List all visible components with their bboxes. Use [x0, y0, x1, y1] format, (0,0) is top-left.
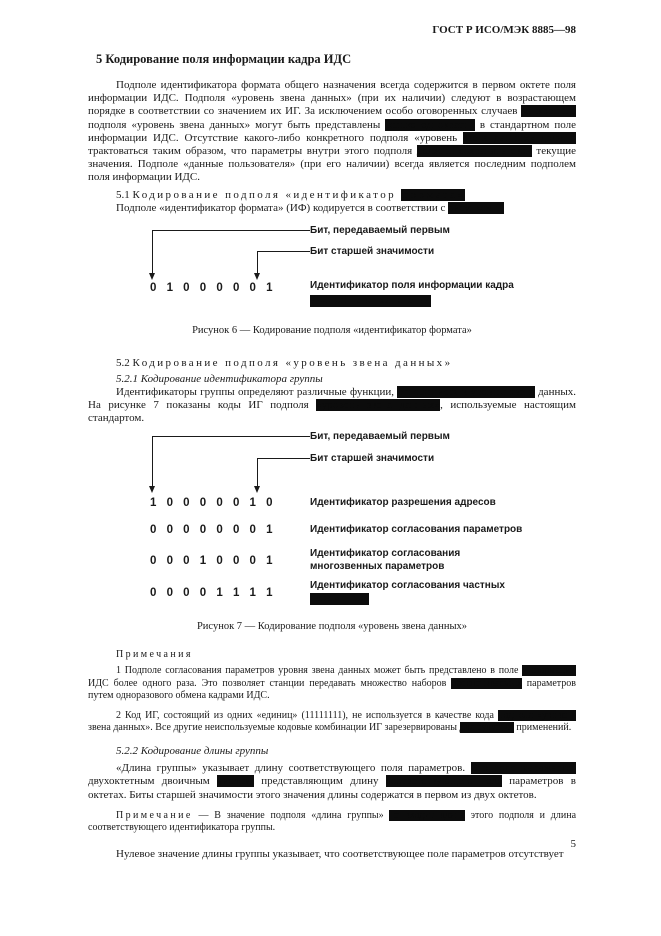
redacted-text: относящиеся к уровню звена	[397, 385, 535, 398]
redacted-text: Это поле выражается	[470, 762, 576, 775]
text-segment: параметров в октетах. Биты старшей значимости этого значения длины содержатся в первом из двух октетов.	[88, 775, 576, 801]
section-5-1-paragraph	[88, 202, 576, 215]
text-segment: в стандартном поле информации ИДС. Отсутствие какого-либо конкретного подполя «уровень	[88, 118, 576, 144]
arrow-line	[257, 458, 258, 486]
text-segment: данных. На рисунке 7 показаны коды ИГ подполя	[88, 385, 576, 412]
section-5-2-1-heading: 5.2.1 Кодирование идентификатора группы	[116, 372, 323, 385]
section-5-2-heading	[88, 357, 576, 370]
redacted-text: формата»	[401, 188, 466, 201]
arrow-line	[152, 230, 310, 231]
fig6-bits: 0 1 0 0 0 0 0 1	[150, 282, 274, 295]
section-5-2-1-paragraph	[88, 386, 576, 426]
section-5-title: 5 Кодирование поля информации кадра ИДС	[96, 52, 352, 66]
fig7-msb-label: Бит старшей значимости	[310, 453, 435, 465]
page-number: 5	[570, 838, 576, 850]
intro-paragraph	[88, 79, 576, 185]
text-segment: Подполе «идентификатор формата» (ИФ) кодируется в соответствии с	[116, 202, 449, 215]
redacted-text: обеспечиваемых	[451, 677, 522, 689]
final-paragraph: Нулевое значение длины группы указывает, что соответствующее поле параметров отсутствует	[116, 847, 564, 860]
text-segment: трактоваться таким образом, что параметры внутри этого подполя	[88, 145, 417, 158]
redacted-text: звена данных» должно	[463, 131, 576, 144]
redacted-text: «уровень звена данных»	[316, 399, 441, 412]
figure-7-caption: Рисунок 7 — Кодирование подполя «уровень звена данных»	[196, 621, 468, 633]
redacted-text: конкретные	[521, 105, 576, 118]
fig7-row-2-bits: 0 0 0 0 0 0 0 1	[150, 524, 274, 537]
text-segment: 1 Подполе согласования параметров уровня звена данных может быть представлено в поле	[116, 665, 523, 677]
arrow-line	[152, 436, 310, 437]
arrow-head	[254, 486, 260, 493]
text-segment: параметров путем одноразового обмена кадрами ИДС.	[88, 677, 577, 702]
fig7-row-3-bits: 0 0 0 1 0 0 0 1	[150, 555, 274, 568]
heading-text: Кодирование подполя «уровень звена данных»	[132, 357, 453, 370]
fig7-row-4-bits: 0 0 0 0 1 1 1 1	[150, 587, 274, 600]
fig7-row-4-label-line-2: параметров	[310, 593, 370, 605]
fig7-row-1-label: Идентификатор разрешения адресов	[310, 497, 496, 509]
text-segment: представляющим длину	[253, 775, 386, 788]
text-segment: «Длина группы» указывает длину соответствующего поля параметров.	[116, 762, 471, 775]
text-segment: звена данных». Все другие неиспользуемые кодовые комбинации ИГ зарезервированы	[88, 722, 460, 734]
arrow-line	[257, 251, 310, 252]
text-segment: 2 Код ИГ, состоящий из одних «единиц» (11111111), не используется в качестве кода	[116, 709, 498, 721]
figure-6-diagram	[88, 225, 576, 311]
text-segment: — В значение подполя «длина группы»	[192, 809, 390, 821]
note-group-length	[88, 810, 576, 835]
text-segment: Подполе идентификатора формата общего назначения всегда содержится в первом октете поля информации ИДС. Подполя «уровень звена данных» (при их наличии) следуют в возрастающем порядке в соответствии со значением их ИГ. За исключением особо оговоренных случаев	[88, 79, 576, 118]
redacted-text: для будущих	[459, 722, 514, 734]
fig6-first-bit-label: Бит, передаваемый первым	[310, 225, 450, 237]
fig7-row-2-label: Идентификатор согласования параметров	[310, 524, 523, 536]
fig7-row-3-label: Идентификатор согласования	[310, 548, 461, 560]
redacted-text: рисунком 6.	[448, 202, 504, 215]
fig7-row-3-label-line-2: многозвенных параметров	[310, 561, 445, 573]
arrow-head	[254, 273, 260, 280]
figure-6-caption: Рисунок 6 — Кодирование подполя «идентификатор формата»	[192, 325, 472, 337]
heading-number: 5.2	[116, 357, 130, 370]
section-5-2-2-heading: 5.2.2 Кодирование длины группы	[116, 744, 269, 757]
page-content	[88, 24, 576, 861]
figure-7-diagram	[88, 431, 576, 609]
text-segment: этого подполя и длина соответствующего идентификатора группы.	[88, 809, 577, 834]
arrow-head	[149, 486, 155, 493]
note-1	[88, 665, 576, 703]
section-5-1-heading	[88, 189, 576, 202]
fig6-meaning-line-2: ИДС общего назначения	[310, 295, 431, 307]
text-segment: подполя «уровень звена данных» могут быть представлены	[88, 118, 386, 131]
arrow-line	[152, 436, 153, 486]
redacted-text: только однократно	[385, 118, 475, 131]
section-5-2-2-paragraph	[88, 762, 576, 802]
text-segment: , используемые настоящим стандартом.	[88, 399, 576, 425]
fig6-msb-label: Бит старшей значимости	[310, 246, 435, 258]
note-2	[88, 710, 576, 735]
text-segment: текущие значения. Подполе «данные пользователя» (при его наличии) всегда является последним подполем поля информации ИДС.	[88, 145, 577, 184]
text-segment: применений.	[513, 722, 572, 734]
redacted-text: информации	[522, 665, 576, 677]
arrow-line	[152, 230, 153, 273]
fig6-meaning-line-1: Идентификатор поля информации кадра	[310, 280, 514, 292]
redacted-text: подполя «уровень	[497, 709, 576, 721]
redacted-text: не входит длина	[389, 809, 465, 821]
heading-number: 5.1	[116, 188, 130, 201]
text-segment: Идентификаторы группы определяют различные функции,	[116, 385, 398, 398]
redacted-text: числом,	[217, 775, 254, 788]
redacted-text: должны сохранять свои	[416, 145, 532, 158]
text-segment: ИДС более одного раза. Это позволяет станции передавать множество наборов	[88, 677, 452, 689]
heading-text: Кодирование подполя «идентификатор	[132, 188, 402, 201]
text-segment: двухоктетным двоичным	[88, 775, 218, 788]
notes-title: Примечания	[116, 649, 193, 661]
fig7-row-1-bits: 1 0 0 0 0 0 1 0	[150, 497, 274, 510]
arrow-head	[149, 273, 155, 280]
fig7-first-bit-label: Бит, передаваемый первым	[310, 431, 450, 443]
fig7-row-4-label: Идентификатор согласования частных	[310, 580, 505, 592]
arrow-line	[257, 251, 258, 273]
redacted-text: соответствующего поля	[385, 775, 502, 788]
document-code: ГОСТ Р ИСО/МЭК 8885—98	[432, 24, 576, 36]
arrow-line	[257, 458, 310, 459]
note-label: Примечание	[116, 809, 193, 821]
document-header	[88, 24, 576, 36]
